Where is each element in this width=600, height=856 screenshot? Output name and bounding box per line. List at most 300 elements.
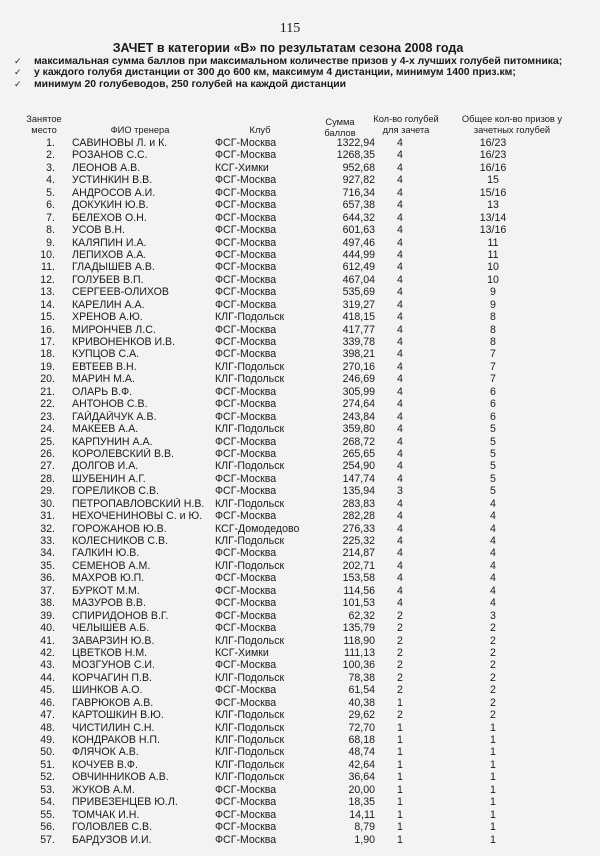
cell-count: 4 xyxy=(397,224,403,237)
cell-club: КЛГ-Подольск xyxy=(215,709,285,722)
cell-name: ЛЕПИХОВ А.А. xyxy=(72,248,147,261)
cell-total: 4 xyxy=(490,559,496,572)
cell-club: ФСГ-Москва xyxy=(215,149,277,162)
cell-total: 7 xyxy=(490,373,496,386)
cell-name: КРИВОНЕНКОВ И.В. xyxy=(72,336,176,348)
table-row xyxy=(0,684,600,696)
cell-place: 48. xyxy=(40,721,55,734)
cell-count: 4 xyxy=(397,323,403,336)
table-row xyxy=(0,709,600,721)
table-row xyxy=(0,610,600,622)
cell-count: 4 xyxy=(397,460,403,473)
cell-sum: 48,74 xyxy=(348,746,375,759)
cell-name: ОЛАРЬ В.Ф. xyxy=(72,385,133,398)
cell-name: ГОРЕЛИКОВ С.В. xyxy=(72,485,159,498)
table-row xyxy=(0,560,600,572)
cell-club: ФСГ-Москва xyxy=(215,224,277,237)
cell-club: КСГ-Химки xyxy=(215,646,269,659)
cell-club: ФСГ-Москва xyxy=(215,286,277,299)
cell-name: МАРИН М.А. xyxy=(72,373,135,386)
table-row xyxy=(0,635,600,647)
cell-place: 12. xyxy=(40,273,55,286)
cell-count: 4 xyxy=(397,199,403,212)
cell-total: 13 xyxy=(487,199,499,212)
cell-club: КЛГ-Подольск xyxy=(215,360,285,373)
cell-place: 42. xyxy=(40,646,55,659)
cell-name: ЕВТЕЕВ В.Н. xyxy=(72,360,137,373)
cell-place: 6. xyxy=(46,199,55,212)
cell-count: 1 xyxy=(397,696,403,709)
cell-sum: 147,74 xyxy=(342,472,375,485)
cell-count: 4 xyxy=(397,311,403,324)
cell-sum: 20,00 xyxy=(348,783,375,796)
cell-name: МАЗУРОВ В.В. xyxy=(72,597,146,610)
cell-sum: 72,70 xyxy=(348,721,375,734)
cell-total: 2 xyxy=(490,684,496,697)
cell-count: 4 xyxy=(397,510,403,523)
cell-total: 5 xyxy=(490,447,496,460)
cell-total: 4 xyxy=(490,597,496,610)
cell-count: 4 xyxy=(397,360,403,373)
table-row xyxy=(0,585,600,597)
table-row xyxy=(0,821,600,833)
cell-name: ЧЕЛЫШЕВ А.Б. xyxy=(72,622,150,635)
cell-count: 2 xyxy=(397,622,403,635)
cell-name: ГАВРЮКОВ А.В. xyxy=(72,696,154,709)
table-row xyxy=(0,697,600,709)
table-row xyxy=(0,286,600,298)
cell-total: 15 xyxy=(487,174,499,187)
cell-name: ГОРОЖАНОВ Ю.В. xyxy=(72,522,167,535)
cell-place: 9. xyxy=(46,236,55,249)
cell-place: 25. xyxy=(40,435,55,448)
cell-name: КОРОЛЕВСКИЙ В.В. xyxy=(72,447,174,460)
cell-total: 1 xyxy=(490,783,496,796)
cell-count: 1 xyxy=(397,758,403,771)
cell-club: КЛГ-Подольск xyxy=(215,373,285,386)
cell-club: КЛГ-Подольск xyxy=(215,734,285,746)
cell-count: 4 xyxy=(397,547,403,560)
table-row xyxy=(0,324,600,336)
cell-club: ФСГ-Москва xyxy=(215,248,277,261)
cell-place: 30. xyxy=(40,497,55,510)
cell-name: РОЗАНОВ С.С. xyxy=(72,149,148,162)
cell-count: 4 xyxy=(397,273,403,286)
cell-club: ФСГ-Москва xyxy=(215,211,277,224)
cell-club: ФСГ-Москва xyxy=(215,137,277,149)
cell-sum: 601,63 xyxy=(342,224,375,237)
cell-count: 1 xyxy=(397,746,403,759)
cell-sum: 265,65 xyxy=(342,447,375,460)
table-row xyxy=(0,498,600,510)
cell-club: ФСГ-Москва xyxy=(215,547,277,560)
cell-count: 4 xyxy=(397,161,403,174)
table-row xyxy=(0,672,600,684)
cell-count: 4 xyxy=(397,597,403,610)
cell-count: 4 xyxy=(397,423,403,436)
table-row xyxy=(0,734,600,746)
cell-total: 5 xyxy=(490,423,496,436)
table-row xyxy=(0,311,600,323)
cell-sum: 78,38 xyxy=(348,671,375,684)
cell-sum: 398,21 xyxy=(342,348,375,361)
cell-total: 8 xyxy=(490,311,496,324)
cell-name: ЛЕОНОВ А.В. xyxy=(72,161,141,174)
cell-count: 4 xyxy=(397,174,403,187)
cell-club: ФСГ-Москва xyxy=(215,261,277,274)
cell-place: 45. xyxy=(40,684,55,697)
cell-club: КЛГ-Подольск xyxy=(215,634,285,647)
cell-sum: 497,46 xyxy=(342,236,375,249)
cell-place: 23. xyxy=(40,410,55,423)
cell-sum: 100,36 xyxy=(342,659,375,672)
cell-club: ФСГ-Москва xyxy=(215,472,277,485)
checkmark-icon: ✓ xyxy=(14,67,22,78)
cell-club: ФСГ-Москва xyxy=(215,348,277,361)
cell-name: ГАЛКИН Ю.В. xyxy=(72,547,140,560)
cell-name: ГЛАДЫШЕВ А.В. xyxy=(72,261,155,274)
cell-total: 1 xyxy=(490,758,496,771)
cell-name: ДОКУКИН Ю.В. xyxy=(72,199,149,212)
cell-sum: 274,64 xyxy=(342,398,375,411)
cell-count: 4 xyxy=(397,348,403,361)
cell-sum: 101,53 xyxy=(342,597,375,610)
cell-club: ФСГ-Москва xyxy=(215,273,277,286)
cell-count: 3 xyxy=(397,485,403,498)
cell-sum: 927,82 xyxy=(342,174,375,187)
cell-total: 4 xyxy=(490,510,496,523)
criteria-text: минимум 20 голубеводов, 250 голубей на каждой дистанции xyxy=(34,78,347,90)
cell-club: ФСГ-Москва xyxy=(215,410,277,423)
cell-club: ФСГ-Москва xyxy=(215,808,277,821)
header-name: ФИО тренера xyxy=(110,125,170,135)
cell-sum: 135,79 xyxy=(342,622,375,635)
cell-count: 2 xyxy=(397,671,403,684)
cell-total: 15/16 xyxy=(479,186,507,199)
cell-count: 4 xyxy=(397,373,403,386)
cell-club: ФСГ-Москва xyxy=(215,584,277,597)
table-row xyxy=(0,348,600,360)
criteria-list xyxy=(8,56,593,90)
cell-sum: 612,49 xyxy=(342,261,375,274)
table-row xyxy=(0,174,600,186)
cell-place: 22. xyxy=(40,398,55,411)
cell-club: ФСГ-Москва xyxy=(215,609,277,622)
cell-club: ФСГ-Москва xyxy=(215,622,277,635)
table-row xyxy=(0,212,600,224)
cell-club: ФСГ-Москва xyxy=(215,684,277,697)
cell-sum: 319,27 xyxy=(342,298,375,311)
table-row xyxy=(0,597,600,609)
cell-club: ФСГ-Москва xyxy=(215,696,277,709)
cell-name: МИРОНЧЕВ Л.С. xyxy=(72,323,156,336)
cell-place: 44. xyxy=(40,671,55,684)
cell-count: 1 xyxy=(397,796,403,809)
cell-club: ФСГ-Москва xyxy=(215,833,277,846)
cell-place: 19. xyxy=(40,360,55,373)
cell-place: 1. xyxy=(46,137,55,149)
cell-club: ФСГ-Москва xyxy=(215,435,277,448)
cell-sum: 270,16 xyxy=(342,360,375,373)
cell-place: 29. xyxy=(40,485,55,498)
cell-name: ЧИСТИЛИН С.Н. xyxy=(72,721,155,734)
header-sum: Сумма баллов xyxy=(324,117,356,138)
cell-club: КЛГ-Подольск xyxy=(215,559,285,572)
cell-club: КЛГ-Подольск xyxy=(215,758,285,771)
table-row xyxy=(0,137,600,149)
cell-sum: 339,78 xyxy=(342,336,375,348)
cell-club: ФСГ-Москва xyxy=(215,821,277,834)
cell-club: ФСГ-Москва xyxy=(215,510,277,523)
cell-total: 2 xyxy=(490,622,496,635)
cell-count: 4 xyxy=(397,248,403,261)
cell-count: 1 xyxy=(397,833,403,846)
cell-total: 1 xyxy=(490,821,496,834)
cell-total: 5 xyxy=(490,435,496,448)
cell-count: 2 xyxy=(397,646,403,659)
cell-name: КОЧУЕВ В.Ф. xyxy=(72,758,138,771)
table-row xyxy=(0,460,600,472)
cell-name: КОЛЕСНИКОВ С.В. xyxy=(72,535,169,547)
cell-name: ХРЕНОВ А.Ю. xyxy=(72,311,143,324)
cell-club: ФСГ-Москва xyxy=(215,199,277,212)
cell-sum: 225,32 xyxy=(342,535,375,547)
table-row xyxy=(0,473,600,485)
cell-total: 7 xyxy=(490,360,496,373)
table-row xyxy=(0,386,600,398)
table-row xyxy=(0,199,600,211)
cell-club: ФСГ-Москва xyxy=(215,597,277,610)
cell-total: 3 xyxy=(490,609,496,622)
cell-club: КЛГ-Подольск xyxy=(215,311,285,324)
cell-place: 26. xyxy=(40,447,55,460)
cell-club: КЛГ-Подольск xyxy=(215,721,285,734)
cell-total: 4 xyxy=(490,535,496,547)
cell-sum: 61,54 xyxy=(348,684,375,697)
cell-sum: 246,69 xyxy=(342,373,375,386)
cell-club: ФСГ-Москва xyxy=(215,298,277,311)
cell-name: ОВЧИННИКОВ А.В. xyxy=(72,771,169,784)
cell-total: 10 xyxy=(487,261,499,274)
cell-place: 46. xyxy=(40,696,55,709)
cell-count: 1 xyxy=(397,721,403,734)
cell-sum: 42,64 xyxy=(348,758,375,771)
cell-total: 2 xyxy=(490,709,496,722)
table-row xyxy=(0,162,600,174)
table-row xyxy=(0,722,600,734)
cell-place: 21. xyxy=(40,385,55,398)
cell-name: СПИРИДОНОВ В.Г. xyxy=(72,609,169,622)
cell-sum: 29,62 xyxy=(348,709,375,722)
cell-club: КЛГ-Подольск xyxy=(215,746,285,759)
table-row xyxy=(0,834,600,846)
table-row xyxy=(0,423,600,435)
cell-place: 10. xyxy=(40,248,55,261)
cell-club: КЛГ-Подольск xyxy=(215,460,285,473)
table-row xyxy=(0,398,600,410)
cell-sum: 135,94 xyxy=(342,485,375,498)
table-row xyxy=(0,784,600,796)
cell-count: 4 xyxy=(397,186,403,199)
table-row xyxy=(0,448,600,460)
cell-sum: 8,79 xyxy=(354,821,375,834)
cell-total: 1 xyxy=(490,808,496,821)
cell-place: 8. xyxy=(46,224,55,237)
cell-name: КАРЕЛИН А.А. xyxy=(72,298,145,311)
cell-total: 2 xyxy=(490,659,496,672)
table-row xyxy=(0,796,600,808)
cell-sum: 118,90 xyxy=(343,634,375,647)
cell-sum: 467,04 xyxy=(342,273,375,286)
cell-name: КАРТОШКИН В.Ю. xyxy=(72,709,164,722)
cell-count: 4 xyxy=(397,398,403,411)
cell-club: ФСГ-Москва xyxy=(215,323,277,336)
cell-sum: 444,99 xyxy=(342,248,375,261)
cell-sum: 202,71 xyxy=(342,559,375,572)
cell-place: 53. xyxy=(40,783,55,796)
cell-sum: 153,58 xyxy=(342,572,375,585)
cell-sum: 14,11 xyxy=(349,808,375,821)
cell-name: САВИНОВЫ Л. и К. xyxy=(72,137,168,149)
cell-total: 13/14 xyxy=(479,211,507,224)
cell-place: 39. xyxy=(40,609,55,622)
cell-name: КОРЧАГИН П.В. xyxy=(72,671,152,684)
cell-count: 4 xyxy=(397,410,403,423)
cell-total: 1 xyxy=(490,734,496,746)
cell-sum: 417,77 xyxy=(342,323,375,336)
cell-count: 4 xyxy=(397,522,403,535)
cell-place: 11. xyxy=(41,261,55,274)
cell-club: ФСГ-Москва xyxy=(215,796,277,809)
cell-place: 52. xyxy=(40,771,55,784)
cell-name: ЗАВАРЗИН Ю.В. xyxy=(72,634,155,647)
cell-name: БЕЛЕХОВ О.Н. xyxy=(72,211,147,224)
table-row xyxy=(0,274,600,286)
cell-name: УСОВ В.Н. xyxy=(72,224,125,237)
table-row xyxy=(0,373,600,385)
cell-total: 13/16 xyxy=(479,224,507,237)
cell-sum: 418,15 xyxy=(342,311,375,324)
cell-total: 6 xyxy=(490,385,496,398)
cell-total: 10 xyxy=(487,273,499,286)
cell-total: 2 xyxy=(490,646,496,659)
cell-name: ПРИВЕЗЕНЦЕВ Ю.Л. xyxy=(72,796,178,809)
cell-sum: 276,33 xyxy=(342,522,375,535)
table-row xyxy=(0,411,600,423)
header-club: Клуб xyxy=(249,125,271,135)
table-row xyxy=(0,622,600,634)
cell-name: КУПЦОВ С.А. xyxy=(72,348,140,361)
cell-count: 4 xyxy=(397,385,403,398)
cell-place: 18. xyxy=(40,348,55,361)
header-count: Кол-во голубей для зачета xyxy=(373,114,439,135)
criteria-item xyxy=(8,79,593,90)
cell-club: ФСГ-Москва xyxy=(215,485,277,498)
cell-club: ФСГ-Москва xyxy=(215,174,277,187)
cell-count: 4 xyxy=(397,447,403,460)
cell-name: ШУБЕНИН А.Г. xyxy=(72,472,146,485)
cell-count: 1 xyxy=(397,821,403,834)
table-row xyxy=(0,535,600,547)
cell-sum: 1,90 xyxy=(354,833,375,846)
cell-name: АНТОНОВ С.В. xyxy=(72,398,148,411)
cell-place: 28. xyxy=(40,472,55,485)
cell-place: 17. xyxy=(40,336,55,348)
table-row xyxy=(0,299,600,311)
cell-total: 2 xyxy=(490,634,496,647)
cell-total: 4 xyxy=(490,497,496,510)
cell-name: НЕХОЧЕНИНОВЫ С. и Ю. xyxy=(72,510,203,523)
cell-sum: 1268,35 xyxy=(336,149,375,162)
cell-total: 4 xyxy=(490,522,496,535)
cell-count: 4 xyxy=(397,286,403,299)
cell-place: 24. xyxy=(40,423,55,436)
cell-place: 38. xyxy=(40,597,55,610)
cell-total: 8 xyxy=(490,336,496,348)
cell-count: 1 xyxy=(397,783,403,796)
cell-count: 2 xyxy=(397,609,403,622)
cell-total: 6 xyxy=(490,410,496,423)
cell-name: ГАЙДАЙЧУК А.В. xyxy=(72,410,157,423)
cell-count: 4 xyxy=(397,211,403,224)
cell-sum: 657,38 xyxy=(342,199,375,212)
cell-total: 9 xyxy=(490,286,496,299)
cell-sum: 111,13 xyxy=(344,646,375,659)
table-row xyxy=(0,759,600,771)
cell-place: 50. xyxy=(40,746,55,759)
cell-place: 31. xyxy=(40,510,55,523)
cell-total: 1 xyxy=(490,746,496,759)
cell-club: КЛГ-Подольск xyxy=(215,423,285,436)
cell-sum: 359,80 xyxy=(342,423,375,436)
cell-total: 16/16 xyxy=(479,161,507,174)
checkmark-icon: ✓ xyxy=(14,78,22,89)
cell-club: КЛГ-Подольск xyxy=(215,535,285,547)
cell-club: ФСГ-Москва xyxy=(215,659,277,672)
cell-name: МАХРОВ Ю.П. xyxy=(72,572,145,585)
cell-total: 2 xyxy=(490,696,496,709)
table-row xyxy=(0,336,600,348)
cell-place: 36. xyxy=(40,572,55,585)
checkmark-icon: ✓ xyxy=(14,56,22,66)
cell-place: 54. xyxy=(40,796,55,809)
cell-count: 2 xyxy=(397,634,403,647)
cell-name: ГОЛУБЕВ В.П. xyxy=(72,273,144,286)
cell-count: 4 xyxy=(397,559,403,572)
header-total: Общее кол-во призов у зачетных голубей xyxy=(461,114,563,135)
criteria-item xyxy=(8,56,593,67)
cell-sum: 214,87 xyxy=(342,547,375,560)
cell-place: 41. xyxy=(40,634,55,647)
cell-place: 4. xyxy=(46,174,55,187)
cell-name: ПЕТРОПАВЛОВСКИЙ Н.В. xyxy=(72,497,205,510)
table-row xyxy=(0,436,600,448)
cell-club: КЛГ-Подольск xyxy=(215,671,285,684)
cell-total: 1 xyxy=(490,833,496,846)
table-row xyxy=(0,361,600,373)
cell-sum: 1322,94 xyxy=(336,137,375,149)
cell-club: КЛГ-Подольск xyxy=(215,771,285,784)
cell-count: 4 xyxy=(397,572,403,585)
cell-name: ДОЛГОВ И.А. xyxy=(72,460,139,473)
table-row xyxy=(0,187,600,199)
cell-count: 4 xyxy=(397,497,403,510)
page-title: ЗАЧЕТ в категории «В» по результатам сезона 2008 года xyxy=(112,41,464,55)
cell-sum: 952,68 xyxy=(342,161,375,174)
cell-club: КСГ-Химки xyxy=(215,161,269,174)
table-row xyxy=(0,510,600,522)
cell-count: 4 xyxy=(397,584,403,597)
